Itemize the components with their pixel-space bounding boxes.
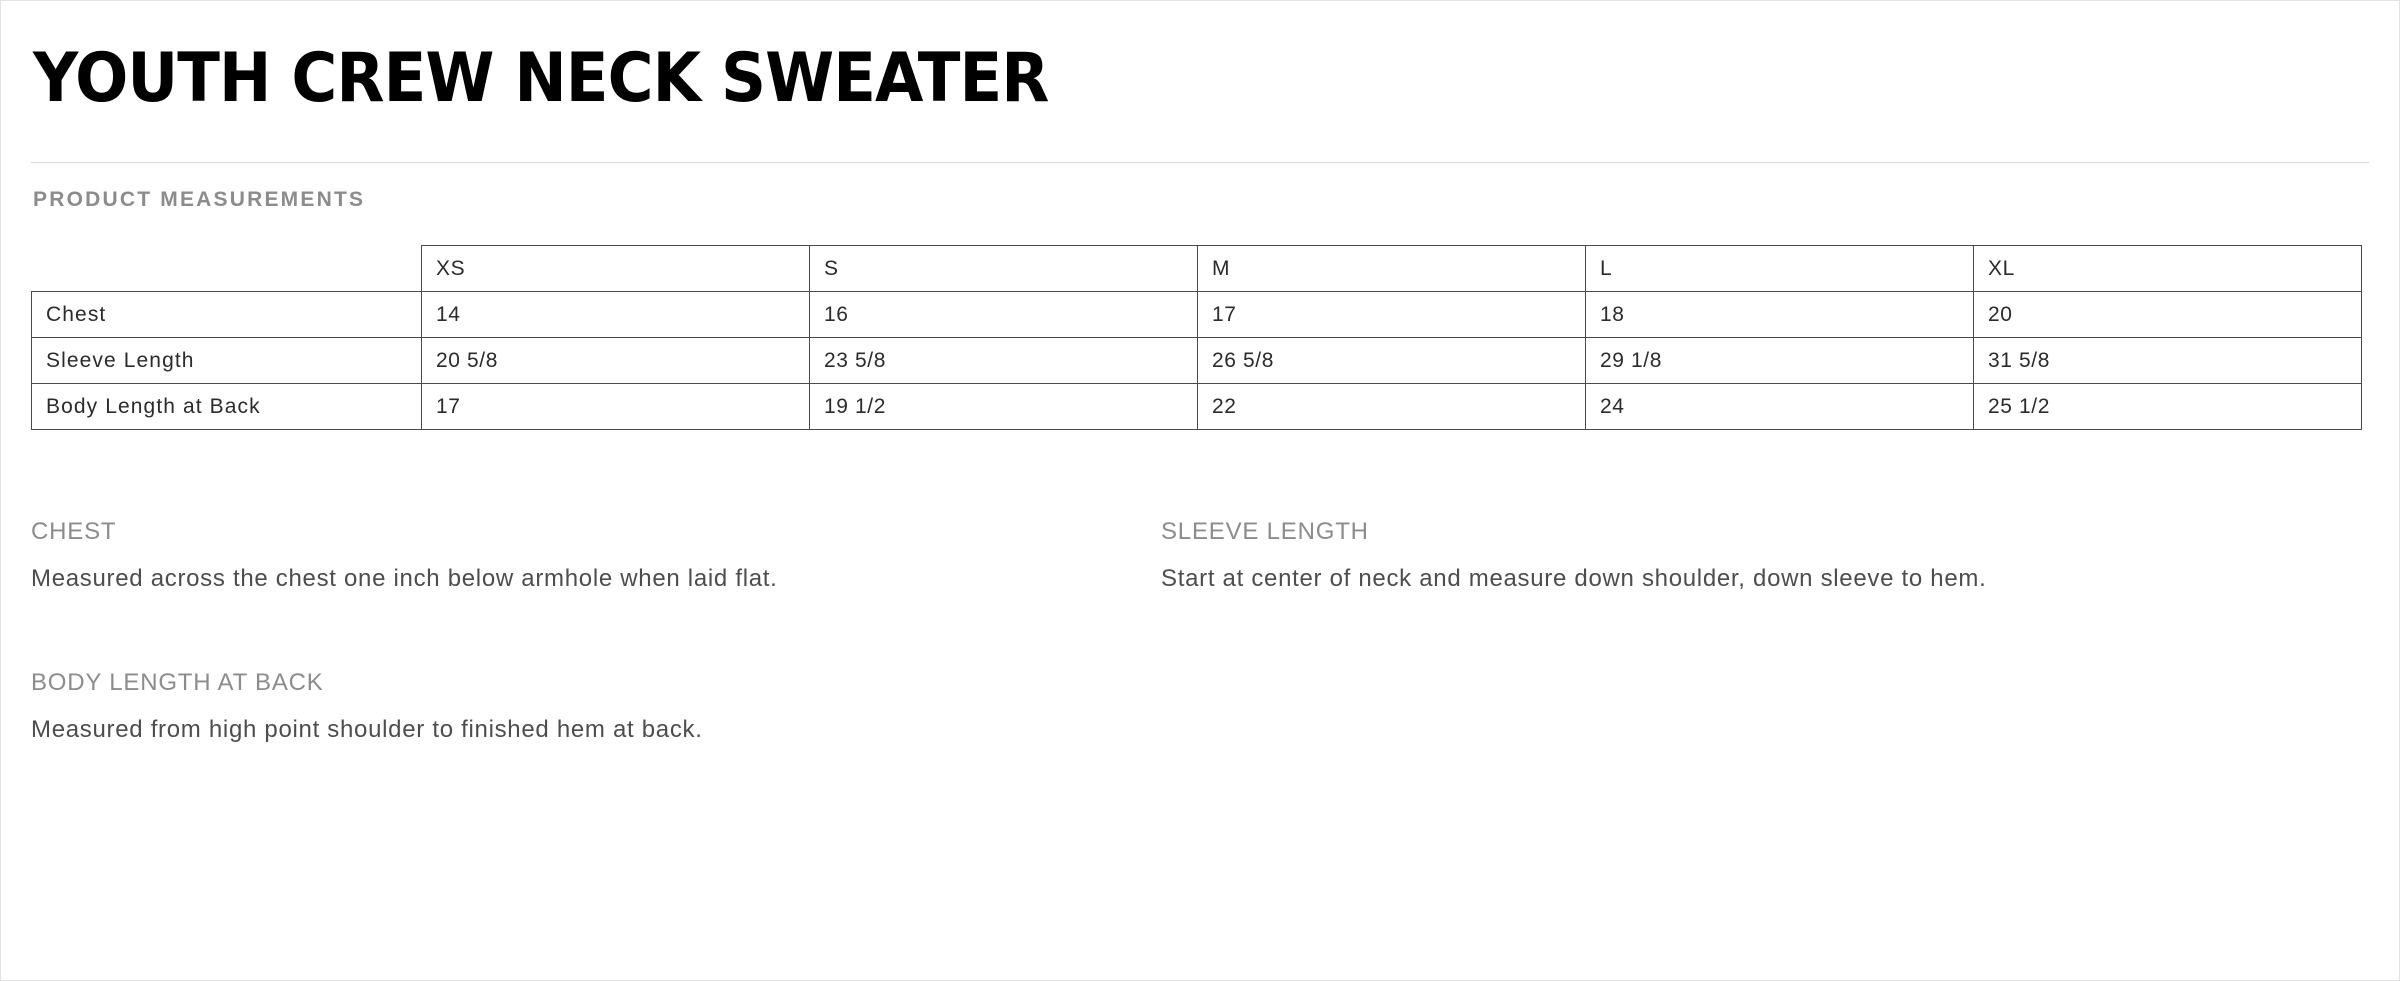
- note-heading-chest: CHEST: [31, 518, 117, 546]
- cell-sleeve-length-l: 29 1/8: [1586, 338, 1974, 384]
- note-chest: [31, 518, 1151, 597]
- cell-body-length-m: 22: [1198, 384, 1586, 430]
- title-divider: [31, 162, 2369, 163]
- note-body-body-length-at-back: Measured from high point shoulder to finished hem at back.: [31, 716, 703, 744]
- cell-chest-s: 16: [810, 292, 1198, 338]
- table-row: [32, 338, 2362, 384]
- cell-body-length-l: 24: [1586, 384, 1974, 430]
- note-body-chest: Measured across the chest one inch below armhole when laid flat.: [31, 565, 778, 593]
- row-label-sleeve-length: Sleeve Length: [32, 338, 422, 384]
- column-header-l: L: [1586, 246, 1974, 292]
- note-body-sleeve-length: Start at center of neck and measure down shoulder, down sleeve to hem.: [1161, 565, 1987, 593]
- cell-body-length-xl: 25 1/2: [1974, 384, 2362, 430]
- page-title: YOUTH CREW NECK SWEATER: [33, 39, 1049, 118]
- cell-body-length-xs: 17: [422, 384, 810, 430]
- cell-sleeve-length-xl: 31 5/8: [1974, 338, 2362, 384]
- table-corner-cell: [32, 246, 422, 292]
- table-header: [32, 246, 2362, 292]
- note-heading-body-length-at-back: BODY LENGTH AT BACK: [31, 669, 324, 697]
- cell-chest-l: 18: [1586, 292, 1974, 338]
- row-label-body-length-at-back: Body Length at Back: [32, 384, 422, 430]
- section-heading-product-measurements: PRODUCT MEASUREMENTS: [33, 188, 366, 212]
- column-header-m: M: [1198, 246, 1586, 292]
- notes-row-top: [31, 518, 2369, 597]
- row-label-chest: Chest: [32, 292, 422, 338]
- notes-row-bottom: [31, 669, 2369, 748]
- table-header-row: [32, 246, 2362, 292]
- cell-sleeve-length-xs: 20 5/8: [422, 338, 810, 384]
- cell-chest-m: 17: [1198, 292, 1586, 338]
- table-row: [32, 292, 2362, 338]
- measurements-table: [31, 245, 2362, 430]
- table-row: [32, 384, 2362, 430]
- column-header-xl: XL: [1974, 246, 2362, 292]
- cell-sleeve-length-m: 26 5/8: [1198, 338, 1586, 384]
- column-header-s: S: [810, 246, 1198, 292]
- note-body-length-at-back: [31, 669, 1151, 748]
- note-sleeve-length: [1161, 518, 2281, 597]
- cell-chest-xl: 20: [1974, 292, 2362, 338]
- column-header-xs: XS: [422, 246, 810, 292]
- table-body: [32, 292, 2362, 430]
- note-heading-sleeve-length: SLEEVE LENGTH: [1161, 518, 1369, 546]
- cell-chest-xs: 14: [422, 292, 810, 338]
- cell-body-length-s: 19 1/2: [810, 384, 1198, 430]
- measurement-notes: [31, 518, 2369, 748]
- cell-sleeve-length-s: 23 5/8: [810, 338, 1198, 384]
